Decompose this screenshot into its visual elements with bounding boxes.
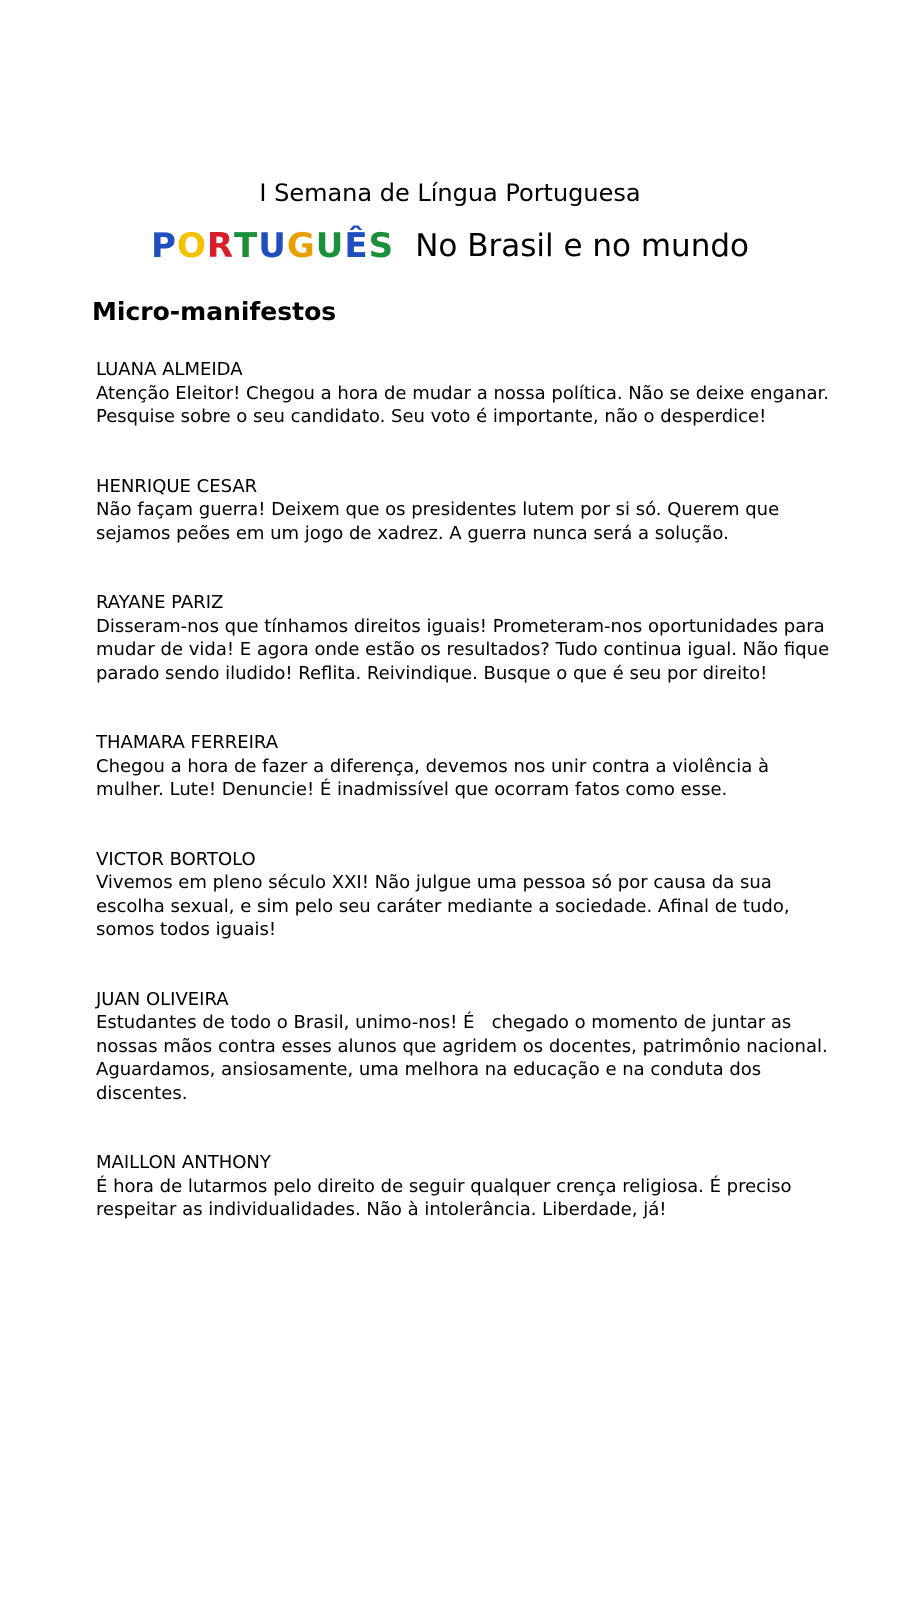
banner-subtitle: No Brasil e no mundo <box>415 228 749 264</box>
banner <box>0 226 900 266</box>
logo-letter: Ê <box>344 226 369 266</box>
manifesto-entry <box>96 988 836 1106</box>
entry-text: Disseram-nos que tínhamos direitos iguais! Prometeram-nos oportunidades para mudar de vida! E agora onde estão os resultados? Tudo continua igual. Não fique parado sendo iludido! Reflita. Reivindique. Busque o que é seu por direito! <box>96 615 835 684</box>
logo-letter: R <box>206 226 235 266</box>
manifesto-entry <box>96 1151 836 1222</box>
manifesto-entry <box>96 591 836 685</box>
event-title: I Semana de Língua Portuguesa <box>259 179 641 207</box>
entry-author: RAYANE PARIZ <box>96 592 224 613</box>
entry-text: Estudantes de todo o Brasil, unimo-nos! É chegado o momento de juntar as nossas mãos contra esses alunos que agridem os docentes, patrimônio nacional. Aguardamos, ansiosamente, uma melhora na educação e na conduta dos discentes. <box>96 1012 834 1104</box>
manifesto-list <box>96 358 836 1268</box>
entry-author: HENRIQUE CESAR <box>96 475 258 497</box>
logo-letter: P <box>151 226 177 266</box>
entry-text: Atenção Eleitor! Chegou a hora de mudar a nossa política. Não se deixe enganar. Pesquise sobre o seu candidato. Seu voto é importante, não o desperdice! <box>96 382 835 427</box>
entry-text: Vivemos em pleno século XXI! Não julgue uma pessoa só por causa da sua escolha sexual, e sim pelo seu caráter mediante a sociedade. Afinal de tudo, somos todos iguais! <box>96 872 796 940</box>
entry-text: Chegou a hora de fazer a diferença, devemos nos unir contra a violência à mulher. Lute! Denuncie! É inadmissível que ocorram fatos como esse. <box>96 755 775 800</box>
entry-author: LUANA ALMEIDA <box>96 359 243 380</box>
entry-text: Não façam guerra! Deixem que os presidentes lutem por si só. Querem que sejamos peões em um jogo de xadrez. A guerra nunca será a solução. <box>96 499 785 544</box>
entry-text: É hora de lutarmos pelo direito de seguir qualquer crença religiosa. É preciso respeitar as individualidades. Não à intolerância. Liberdade, já! <box>96 1175 798 1220</box>
entry-author: JUAN OLIVEIRA <box>96 988 229 1010</box>
logo-letter: O <box>176 226 207 266</box>
manifesto-entry <box>96 475 836 546</box>
logo-letter: U <box>315 226 345 266</box>
portugues-logo <box>151 226 394 266</box>
logo-letter: G <box>286 226 316 266</box>
logo-letter: T <box>234 226 259 266</box>
entry-author: THAMARA FERREIRA <box>96 732 279 753</box>
entry-author: MAILLON ANTHONY <box>96 1152 271 1173</box>
manifesto-entry <box>96 731 836 802</box>
manifesto-entry <box>96 848 836 942</box>
manifesto-entry <box>96 358 836 429</box>
section-heading: Micro-manifestos <box>92 297 337 326</box>
logo-letter: S <box>368 226 395 266</box>
entry-author: VICTOR BORTOLO <box>96 848 256 870</box>
logo-letter: U <box>258 226 287 266</box>
